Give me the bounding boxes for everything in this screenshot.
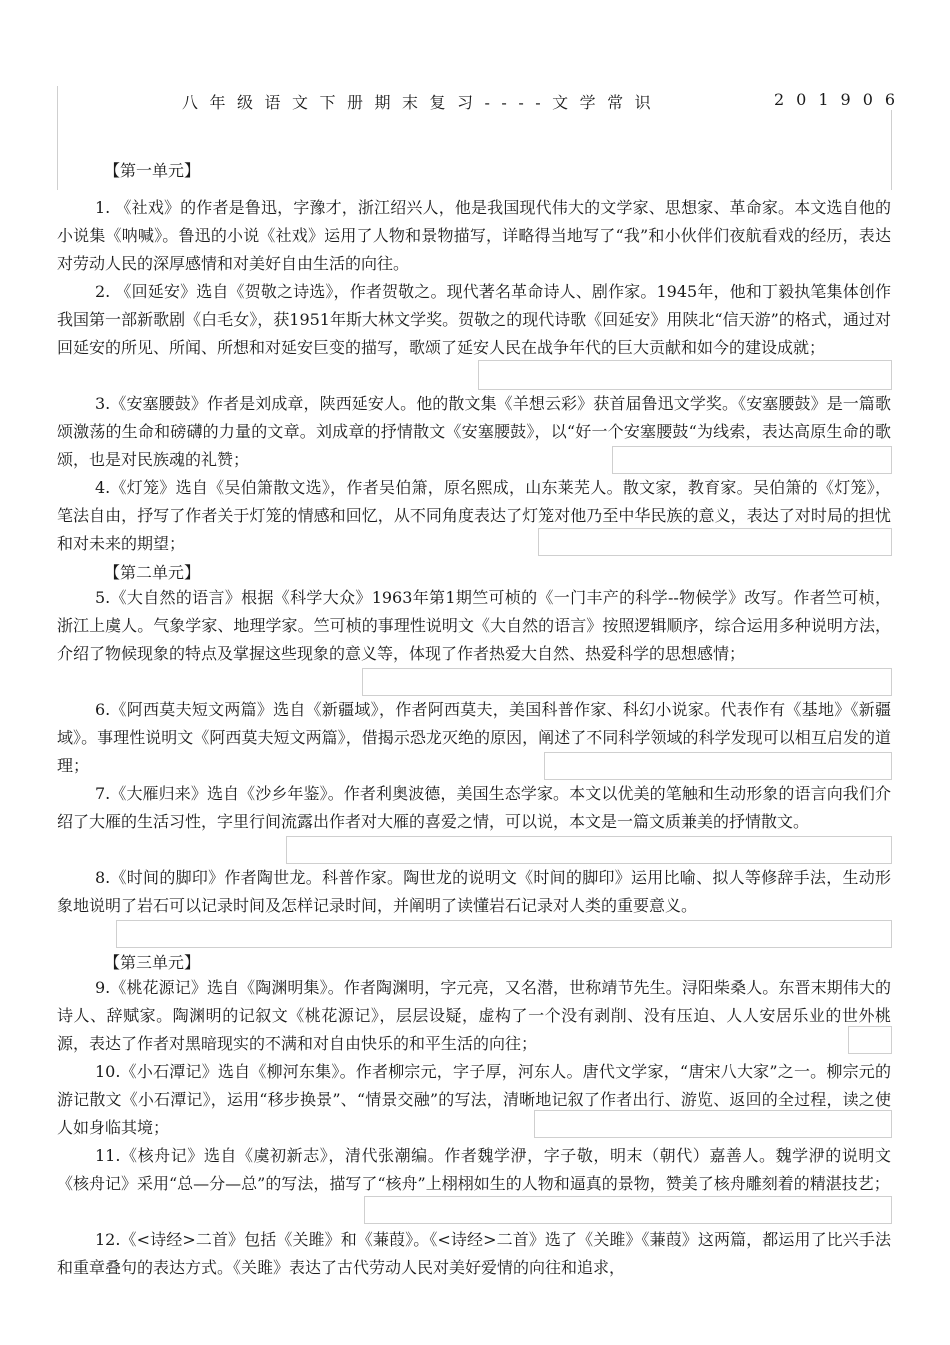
scan-line <box>891 110 892 190</box>
unit-heading-2: 【第二单元】 <box>104 563 201 582</box>
document-title <box>182 90 908 113</box>
paragraph-12: 12.《<诗经>二首》包括《关雎》和《蒹葭》。《<诗经>二首》选了《关雎》《蒹葭》这两篇，都运用了比兴手法和重章叠句的表达方式。《关雎》表达了古代劳动人民对美好爱情的向往和追求， <box>57 1230 891 1277</box>
scan-box <box>116 920 892 948</box>
paragraph-1: 1. 《社戏》的作者是鲁迅，字豫才，浙江绍兴人，他是我国现代伟大的文学家、思想家、革命家。本文选自他的小说集《呐喊》。鲁迅的小说《社戏》运用了人物和景物描写，详略得当地写了“我”和小伙伴们夜航看戏的经历，表达对劳动人民的深厚感情和对美好自由生活的向往。 <box>57 198 891 273</box>
scan-box <box>362 668 892 696</box>
title-text: 八年级语文下册期末复习----文学常识 <box>182 93 663 112</box>
scan-box <box>286 836 892 864</box>
paragraph-11: 11.《核舟记》选自《虞初新志》，清代张潮编。作者魏学洢，字子敬，明末（朝代）嘉善人。魏学洢的说明文《核舟记》采用“总—分—总”的写法，描写了“核舟”上栩栩如生的人物和逼真的景物，赞美了核舟雕刻着的精湛技艺； <box>57 1146 891 1193</box>
unit-heading-1: 【第一单元】 <box>104 161 201 180</box>
title-year: 201906 <box>774 90 908 109</box>
paragraph-10: 10.《小石潭记》选自《柳河东集》。作者柳宗元，字子厚，河东人。唐代文学家，“唐宋八大家”之一。柳宗元的游记散文《小石潭记》，运用“移步换景”、“情景交融”的写法，清晰地记叙了作者出行、游览、返回的全过程，读之使人如身临其境； <box>57 1062 891 1137</box>
paragraph-3: 3.《安塞腰鼓》作者是刘成章，陕西延安人。他的散文集《羊想云彩》获首届鲁迅文学奖。《安塞腰鼓》是一篇歌颂激荡的生命和磅礴的力量的文章。刘成章的抒情散文《安塞腰鼓》，以“好一个安塞腰鼓“为线索，表达高原生命的歌颂，也是对民族魂的礼赞； <box>57 394 891 469</box>
paragraph-9: 9.《桃花源记》选自《陶渊明集》。作者陶渊明，字元亮，又名潜，世称靖节先生。浔阳柴桑人。东晋末期伟大的诗人、辞赋家。陶渊明的记叙文《桃花源记》，层层设疑，虚构了一个没有剥削、没有压迫、人人安居乐业的世外桃源，表达了作者对黑暗现实的不满和对自由快乐的和平生活的向往； <box>57 978 891 1053</box>
unit-heading-3: 【第三单元】 <box>104 953 201 972</box>
paragraph-5: 5.《大自然的语言》根据《科学大众》1963年第1期竺可桢的《一门丰产的科学--物候学》改写。作者竺可桢，浙江上虞人。气象学家、地理学家。竺可桢的事理性说明文《大自然的语言》按照逻辑顺序，综合运用多种说明方法，介绍了物候现象的特点及掌握这些现象的意义等，体现了作者热爱大自然、热爱科学的思想感情； <box>57 588 891 663</box>
scan-box <box>478 360 892 390</box>
paragraph-6: 6.《阿西莫夫短文两篇》选自《新疆域》，作者阿西莫夫，美国科普作家、科幻小说家。代表作有《基地》《新疆域》。事理性说明文《阿西莫夫短文两篇》，借揭示恐龙灭绝的原因，阐述了不同科学领域的科学发现可以相互启发的道理； <box>57 700 891 775</box>
scan-box <box>364 1196 892 1224</box>
paragraph-8: 8.《时间的脚印》作者陶世龙。科普作家。陶世龙的说明文《时间的脚印》运用比喻、拟人等修辞手法，生动形象地说明了岩石可以记录时间及怎样记录时间，并阐明了读懂岩石记录对人类的重要意义。 <box>57 868 891 915</box>
paragraph-2: 2. 《回延安》选自《贺敬之诗选》，作者贺敬之。现代著名革命诗人、剧作家。1945年，他和丁毅执笔集体创作我国第一部新歌剧《白毛女》，获1951年斯大林文学奖。贺敬之的现代诗歌《回延安》用陕北“信天游”的格式，通过对回延安的所见、所闻、所想和对延安巨变的描写，歌颂了延安人民在战争年代的巨大贡献和如今的建设成就； <box>57 282 891 357</box>
paragraph-7: 7.《大雁归来》选自《沙乡年鉴》。作者利奥波德，美国生态学家。本文以优美的笔触和生动形象的语言向我们介绍了大雁的生活习性，字里行间流露出作者对大雁的喜爱之情，可以说，本文是一篇文质兼美的抒情散文。 <box>57 784 891 831</box>
paragraph-4: 4.《灯笼》选自《吴伯箫散文选》，作者吴伯箫，原名熙成，山东莱芜人。散文家，教育家。吴伯箫的《灯笼》，笔法自由，抒写了作者关于灯笼的情感和回忆，从不同角度表达了灯笼对他乃至中华民族的意义，表达了对时局的担忧和对未来的期望； <box>57 478 891 553</box>
scan-line <box>57 86 58 190</box>
